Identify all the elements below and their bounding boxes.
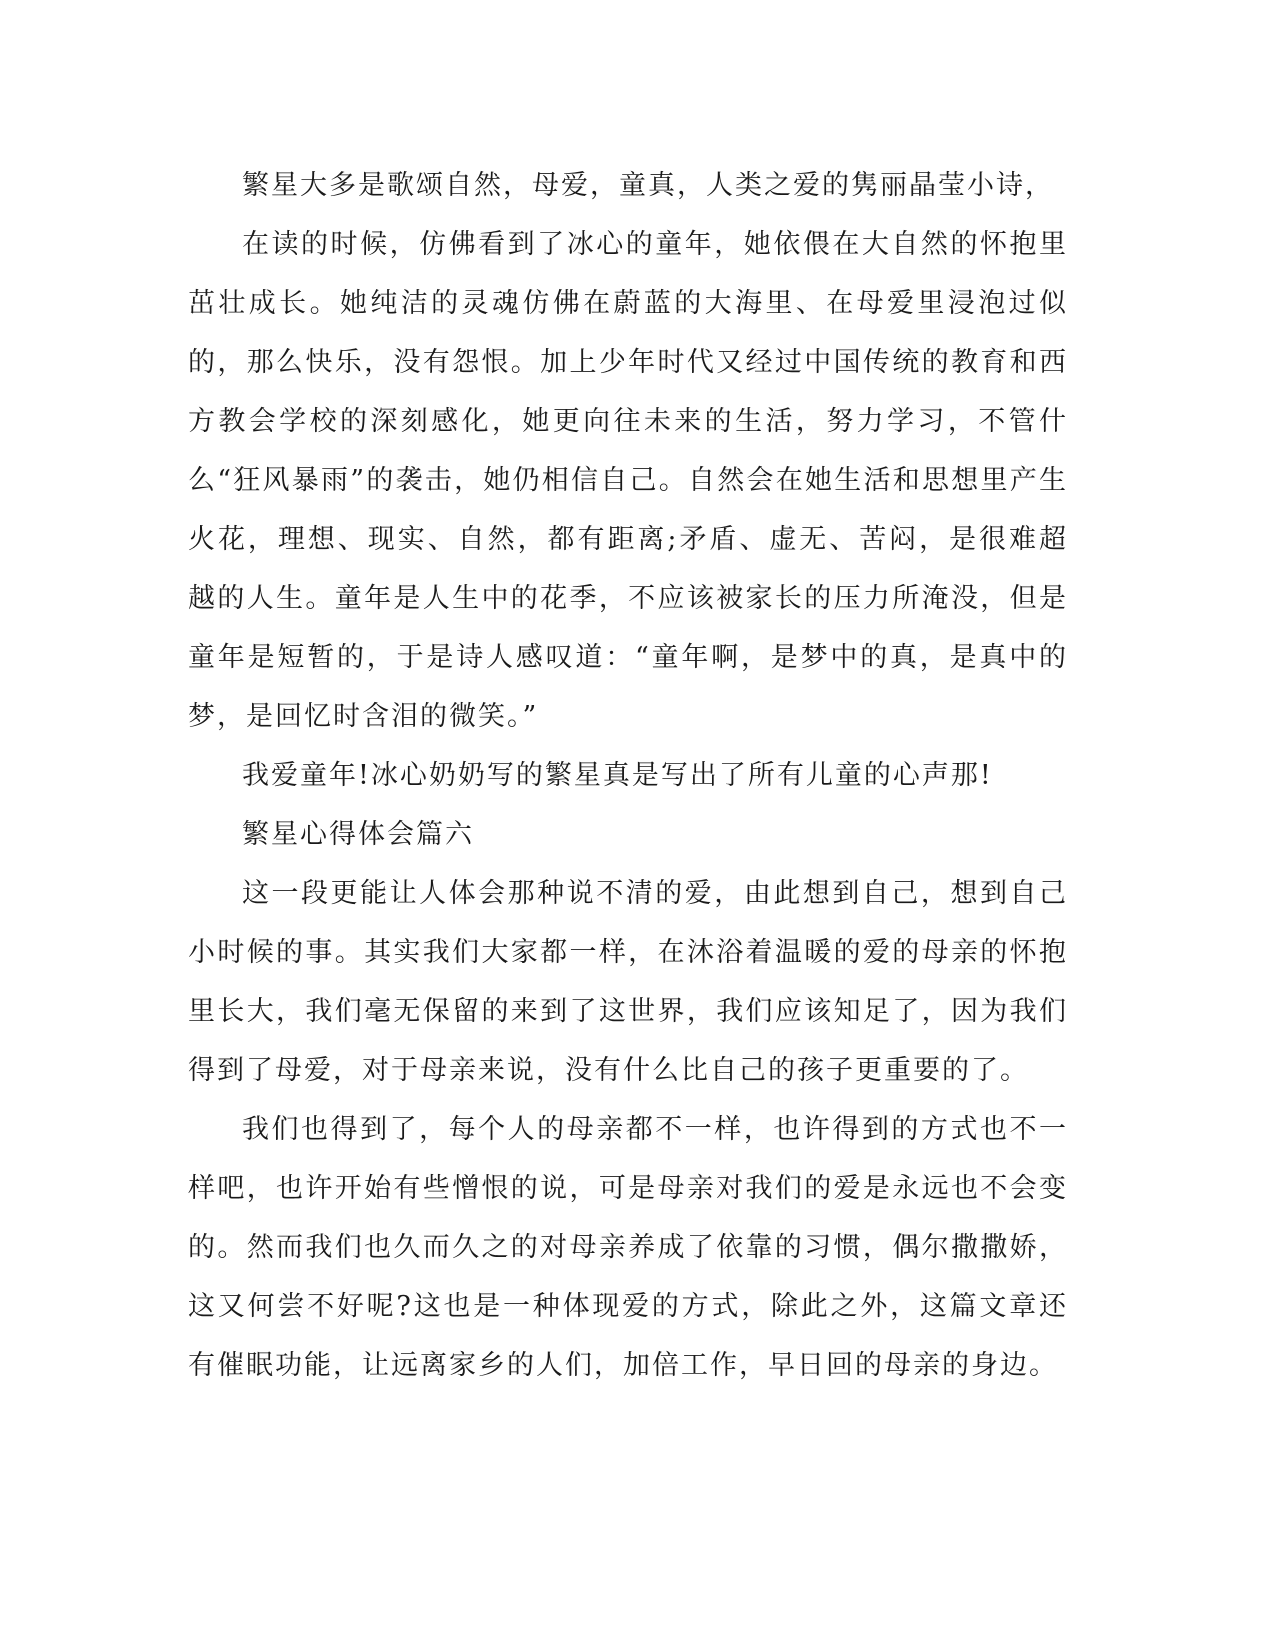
paragraph-intro: 繁星大多是歌颂自然，母爱，童真，人类之爱的隽丽晶莹小诗，	[242, 170, 1054, 201]
section-title: 繁星心得体会篇六	[242, 819, 474, 850]
paragraph-love-childhood: 我爱童年!冰心奶奶写的繁星真是写出了所有儿童的心声那!	[242, 760, 993, 791]
paragraph-different-mothers: 我们也得到了，每个人的母亲都不一样，也许得到的方式也不一样吧，也许开始有些憎恨的说，可是母亲对我们的爱是永远也不会变的。然而我们也久而久之的对母亲养成了依靠的习惯，偶尔撒撒娇，这又何尝不好呢?这也是一种体现爱的方式，除此之外，这篇文章还有催眠功能，让远离家乡的人们，加倍工作，早日回的母亲的身边。	[188, 1114, 1068, 1381]
document-body	[188, 156, 1068, 1395]
paragraph-childhood-reading: 在读的时候，仿佛看到了冰心的童年，她依偎在大自然的怀抱里茁壮成长。她纯洁的灵魂仿佛在蔚蓝的大海里、在母爱里浸泡过似的，那么快乐，没有怨恨。加上少年时代又经过中国传统的教育和西方教会学校的深刻感化，她更向往未来的生活，努力学习，不管什么“狂风暴雨”的袭击，她仍相信自己。自然会在她生活和思想里产生火花，理想、现实、自然，都有距离;矛盾、虚无、苦闷，是很难超越的人生。童年是人生中的花季，不应该被家长的压力所淹没，但是童年是短暂的，于是诗人感叹道：“童年啊，是梦中的真，是真中的梦，是回忆时含泪的微笑。”	[188, 229, 1068, 732]
paragraph-mothers-love: 这一段更能让人体会那种说不清的爱，由此想到自己，想到自己小时候的事。其实我们大家都一样，在沐浴着温暖的爱的母亲的怀抱里长大，我们毫无保留的来到了这世界，我们应该知足了，因为我们得到了母爱，对于母亲来说，没有什么比自己的孩子更重要的了。	[188, 878, 1068, 1086]
